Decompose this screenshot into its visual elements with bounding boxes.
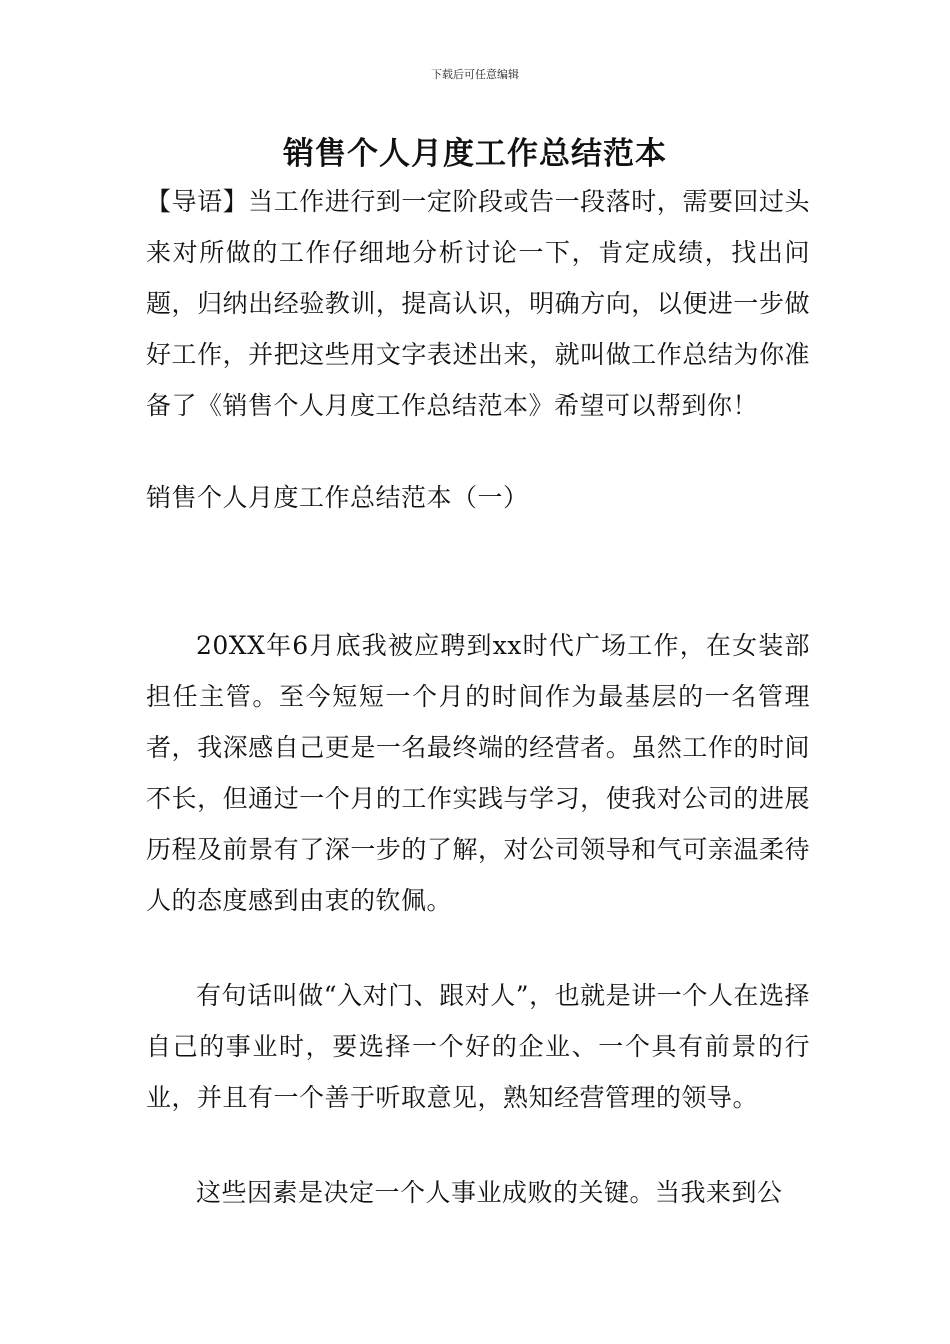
body-paragraph: 20XX年6月底我被应聘到xx时代广场工作，在女装部担任主管。至今短短一个月的时间作为最基层的一名管理者，我深感自己更是一名最终端的经营者。虽然工作的时间不长，但通过一个月的工作实践与学习，使我对公司的进展历程及前景有了深一步的了解，对公司领导和气可亲温柔待人的态度感到由衷的钦佩。 (146, 631, 810, 915)
body-paragraph: 有句话叫做“入对门、跟对人”，也就是讲一个人在选择自己的事业时，要选择一个好的企业、一个具有前景的行业，并且有一个善于听取意见，熟知经营管理的领导。 (146, 981, 810, 1112)
intro-paragraph: 【导语】当工作进行到一定阶段或告一段落时，需要回过头来对所做的工作仔细地分析讨论一下，肯定成绩，找出问题，归纳出经验教训，提高认识，明确方向，以便进一步做好工作，并把这些用文字表述出来，就叫做工作总结为你准备了《销售个人月度工作总结范本》希望可以帮到你！ (146, 187, 810, 420)
section-title: 销售个人月度工作总结范本（一） (146, 483, 529, 512)
document-title: 销售个人月度工作总结范本 (283, 136, 667, 172)
body-paragraph: 这些因素是决定一个人事业成败的关键。当我来到公 (196, 1178, 783, 1207)
header-note: 下载后可任意编辑 (431, 68, 519, 81)
